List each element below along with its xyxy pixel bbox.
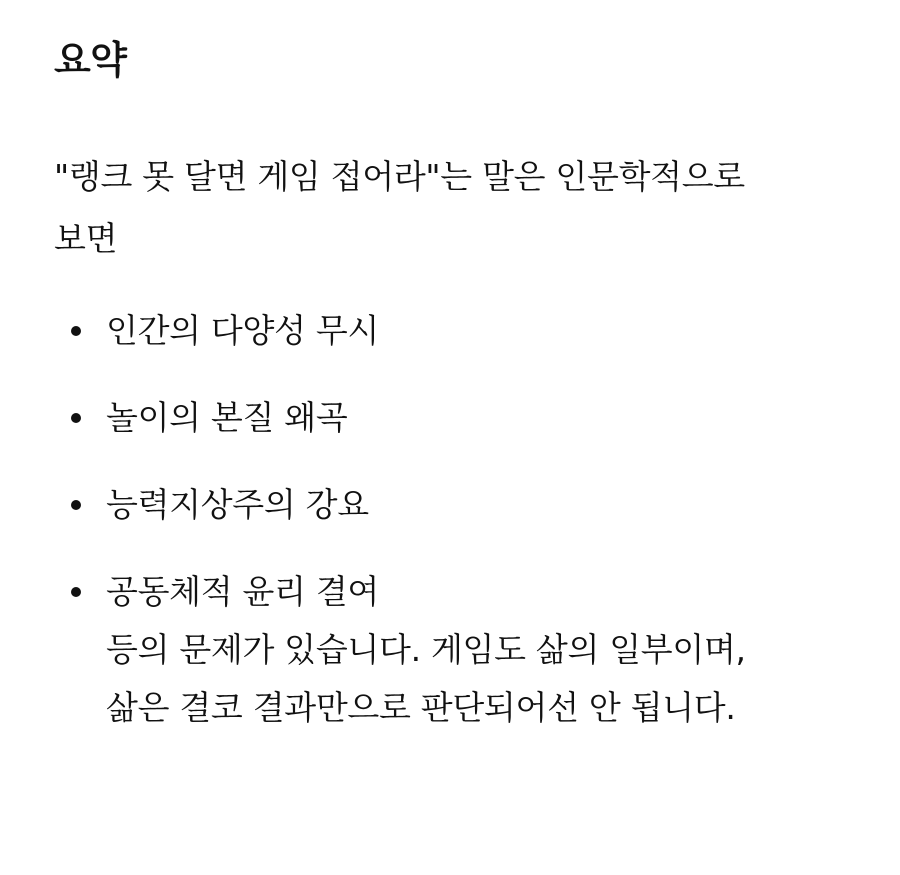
bullet-icon bbox=[71, 413, 81, 423]
list-item-text: 놀이의 본질 왜곡 bbox=[106, 398, 348, 437]
list-item-text: 공동체적 윤리 결여 bbox=[106, 572, 380, 611]
list-item-text: 인간의 다양성 무시 bbox=[106, 311, 380, 350]
summary-heading: 요약 bbox=[54, 38, 127, 82]
list-item bbox=[54, 476, 854, 534]
conclusion-line: 등의 문제가 있습니다. 게임도 삶의 일부이며, bbox=[106, 630, 746, 669]
list-item-text: 능력지상주의 강요 bbox=[106, 485, 369, 524]
list-item bbox=[54, 302, 854, 360]
bullet-icon bbox=[71, 500, 81, 510]
list-item bbox=[54, 563, 854, 737]
bullet-icon bbox=[71, 326, 81, 336]
intro-paragraph bbox=[54, 146, 854, 270]
intro-line: "랭크 못 달면 게임 접어라"는 말은 인문학적으로 bbox=[54, 157, 745, 196]
intro-line: 보면 bbox=[54, 219, 118, 258]
bullet-icon bbox=[71, 587, 81, 597]
list-item bbox=[54, 389, 854, 447]
conclusion-line: 삶은 결코 결과만으로 판단되어선 안 됩니다. bbox=[106, 688, 736, 727]
issue-list bbox=[54, 302, 854, 737]
summary-section bbox=[54, 0, 854, 766]
